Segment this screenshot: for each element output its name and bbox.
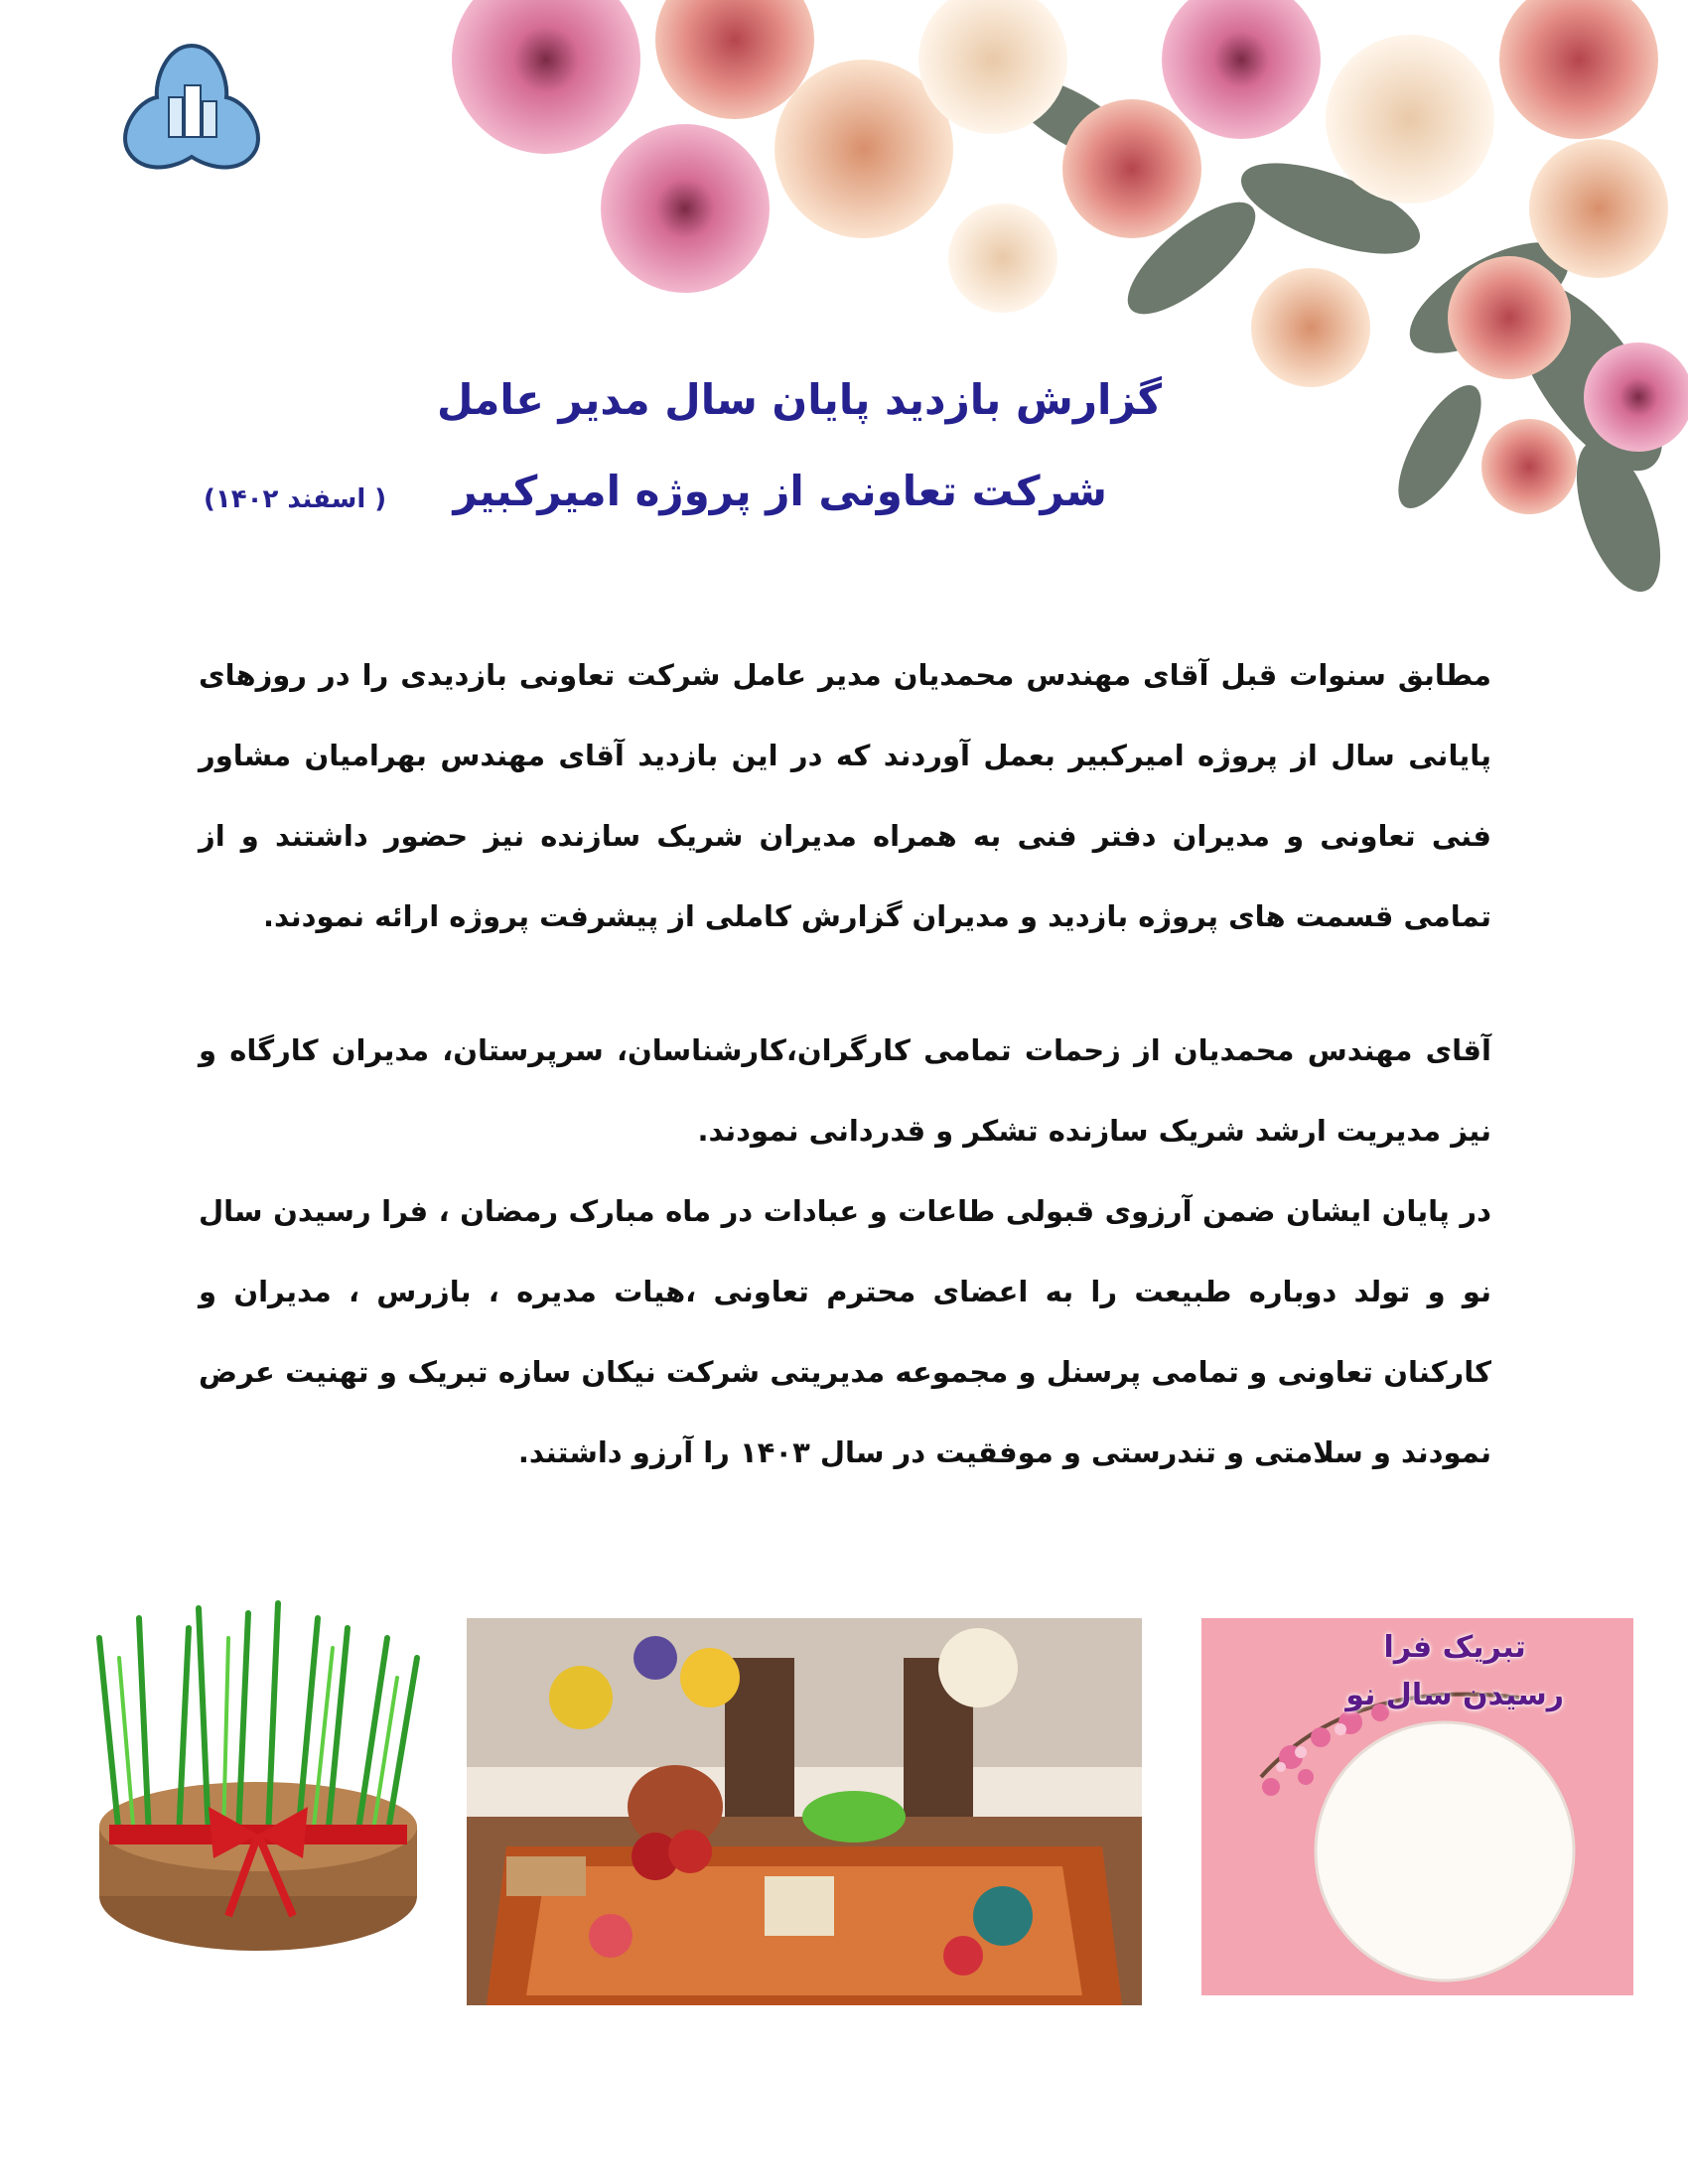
greeting-line-1: تبریک فرا: [1383, 1630, 1526, 1665]
body-paragraph-3: در پایان ایشان ضمن آرزوی قبولی طاعات و عبادات در ماه مبارک رمضان ، فرا رسیدن سال نو و تولد دوباره طبیعت را به اعضای محترم تعاونی ،هیات مدیره ، بازرس ، مدیران و کارکنان تعاونی و تمامی پرسنل و مجموعه مدیریتی شرکت نیکان سازه تبریک و تهنیت عرض نمودند و سلامتی و تندرستی و موفقیت در سال ۱۴۰۳ را آرزو داشتند.: [199, 1194, 1491, 1469]
greeting-line-2: رسیدن سال نو: [1345, 1678, 1564, 1712]
body-paragraph-1: مطابق سنوات قبل آقای مهندس محمدیان مدیر عامل شرکت تعاونی بازدیدی را در روزهای پایانی سال از پروژه امیرکبیر بعمل آوردند که در این بازدید آقای مهندس بهرامیان مشاور فنی تعاونی و مدیران دفتر فنی به همراه مدیران شریک سازنده نیز حضور داشتند و از تمامی قسمت های پروژه بازدید و مدیران گزارش کاملی از پیشرفت پروژه ارائه نمودند.: [199, 658, 1491, 933]
report-subtitle: شرکت تعاونی از پروژه امیرکبیر: [453, 467, 1107, 515]
company-logo-icon: [117, 40, 266, 179]
body-paragraph-2: آقای مهندس محمدیان از زحمات تمامی کارگران،کارشناسان، سرپرستان، مدیران کارگاه و نیز مدیریت ارشد شریک سازنده تشکر و قدردانی نمودند.: [199, 1033, 1491, 1148]
greeting-card: [1201, 1618, 1633, 1995]
report-title: گزارش بازدید پایان سال مدیر عامل: [436, 375, 1162, 424]
haftsin-table-image: [467, 1618, 1142, 2005]
sabzeh-image: [79, 1598, 437, 1961]
greeting-card-text: [1345, 1624, 1564, 1719]
flower-decoration: [437, 0, 1688, 615]
report-date: ( اسفند ۱۴۰۲): [204, 484, 387, 514]
